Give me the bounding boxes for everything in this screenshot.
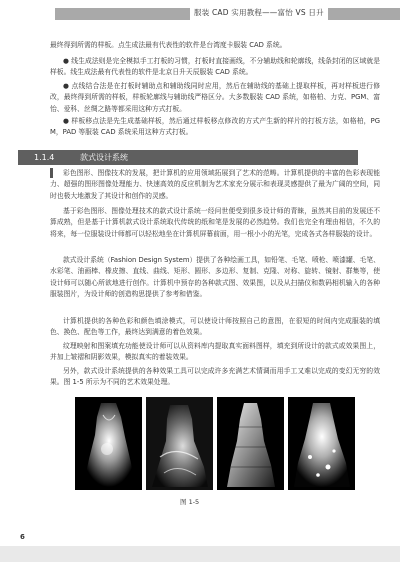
intro-paragraph-3: ● 点线结合法是在打板时辅助点和辅助线同时应用，然后在辅助线的基础上提取样板，再对样板进行修改，最终得到所需的样板，样板轮廓线与辅助线严格区分。大多数服装 CAD 系统，如格柏、力克、PGM、富怡、爱科、丝绸之路等都采用这种方式打板。 bbox=[50, 82, 380, 113]
page-number: 6 bbox=[20, 533, 25, 541]
garment-effect-image-4 bbox=[288, 397, 355, 490]
effect-panel-2 bbox=[146, 397, 213, 490]
body-paragraph-6: 另外，款式设计系统提供的各种效果工具可以完成许多充满艺术情调而用手工又难以完成的变幻无穷的效果。图 1-5 所示为不同的艺术效果处理。 bbox=[50, 367, 380, 387]
body-paragraph-5: 纹理映射和图案填充功能使设计师可以从资料库内提取真实面料图样，填充到所设计的款式或效果图上，并加上皱褶和阴影效果，模拟真实的着装效果。 bbox=[50, 342, 380, 362]
body-paragraph-3: 款式设计系统（Fashion Design System）提供了各种绘画工具，如铅笔、毛笔、喷枪、喷漆罐、毛笔、水彩笔、油画棒、橡皮擦、直线、曲线、矩形、圆形、多边形、复制、克隆、对称、旋转、镜射、群集等，使设计师可以随心所欲地进行创作。计算机中预存的各种款式图、效果图，以及从扫描仪和数码相机输入的各种服装图片，为设计师的创造构思提供了参考和借鉴。 bbox=[50, 256, 380, 299]
intro-paragraph-4: ● 样板移点法是先生成基础样板，然后通过样板移点修改的方式产生新的样片的打板方法，如格柏，PGM，PAD 等服装 CAD 系统采用这种方式打板。 bbox=[50, 117, 380, 137]
figure-caption: 图 1-5 bbox=[180, 498, 200, 506]
garment-effect-image-1 bbox=[75, 397, 142, 490]
garment-effect-image-3 bbox=[217, 397, 284, 490]
running-header bbox=[0, 0, 400, 30]
intro-paragraph-1: 最终得到所需的样板。点生成法最有代表性的软件是台湾度卡服装 CAD 系统。 bbox=[50, 41, 287, 49]
section-heading bbox=[18, 150, 358, 165]
body-paragraph-4: 计算机提供的各种色彩和颜色填涂模式，可以使设计师按照自己的意图，在很短的时间内完成服装的填色、换色、配色等工作，最终达到满意的着色效果。 bbox=[50, 317, 380, 337]
body-paragraph-1: 彩色图形、图像技术的发展，把计算机的应用领域拓展到了艺术的范畴。计算机提供的丰富的色彩表现能力、超强的图形图像处理能力、快速高效的反应机制为艺术家充分展示和表现灵感提供了最为广阔的空间，同时也极大地激发了其设计和创作的灵感。 bbox=[50, 169, 380, 200]
running-header-title: 服装 CAD 实用教程——富怡 VS 日升 bbox=[190, 6, 328, 20]
footer-band bbox=[0, 546, 400, 562]
body-paragraph-2: 基于彩色图形、图像处理技术的款式设计系统一经问世便受到很多设计师的青睐，虽然其目前的发展还不算成熟，但是基于计算机款式设计系统取代传统的纸和笔是发展的必然趋势。我们也完全有理由相信，不久的将来，每一位服装设计师都可以轻松地坐在计算机屏幕前面，用一根小小的光笔，完成各式各样服装的设计。 bbox=[50, 207, 380, 238]
intro-paragraph-2: ● 线生成法则是完全模拟手工打板的习惯，打板时直接画线，不分辅助线和轮廓线，线条封闭的区域就是样板。线生成法最有代表性的软件是北京日升天辰服装 CAD 系统。 bbox=[50, 57, 380, 77]
figure-1-5 bbox=[75, 397, 355, 490]
effect-panel-3 bbox=[217, 397, 284, 490]
effect-panel-1 bbox=[75, 397, 142, 490]
effect-panel-4 bbox=[288, 397, 355, 490]
section-title: 款式设计系统 bbox=[80, 153, 128, 162]
garment-effect-image-2 bbox=[146, 397, 213, 490]
section-number: 1.1.4 bbox=[34, 153, 55, 162]
